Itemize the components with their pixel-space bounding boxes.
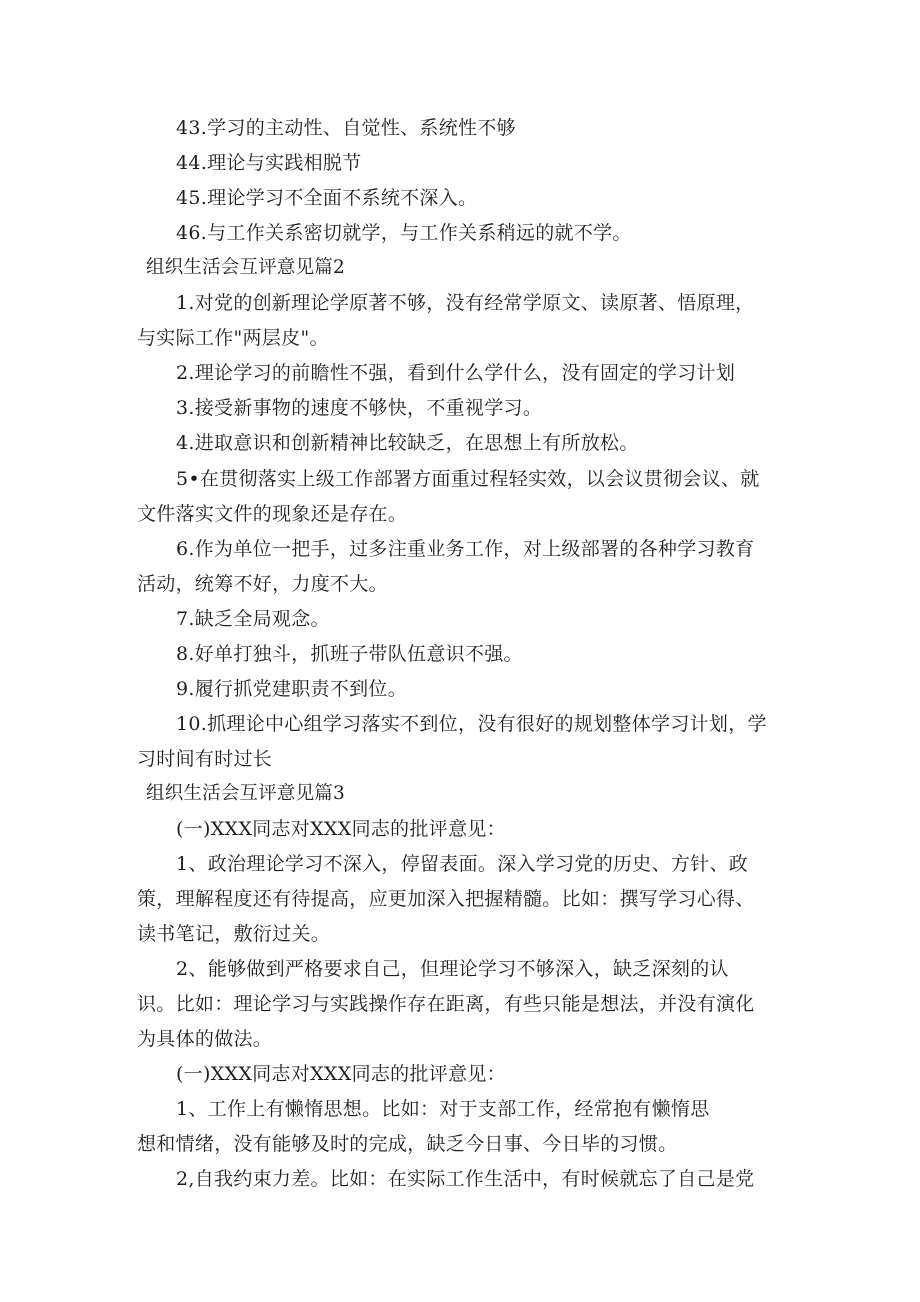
list-item-continuation: 策，理解程度还有待提高，应更加深入把握精髓。比如：撰写学习心得、 bbox=[137, 888, 755, 910]
subsection-title: (一)XXX同志对XXX同志的批评意见： bbox=[176, 1063, 506, 1085]
list-item: 8.好单打独斗，抓班子带队伍意识不强。 bbox=[176, 643, 523, 665]
list-item-continuation: 想和情绪，没有能够及时的完成，缺乏今日事、今日毕的习惯。 bbox=[137, 1133, 678, 1155]
list-item: 3.接受新事物的速度不够快，不重视学习。 bbox=[176, 397, 543, 419]
list-item-continuation: 习时间有时过长 bbox=[137, 748, 273, 770]
list-item: 9.履行抓党建职责不到位。 bbox=[176, 678, 408, 700]
list-item-continuation: 与实际工作"两层皮"。 bbox=[137, 327, 329, 349]
list-item: 1、政治理论学习不深入，停留表面。深入学习党的历史、方针、政 bbox=[176, 853, 749, 875]
list-item: 1、工作上有懒惰思想。比如：对于支部工作，经常抱有懒惰思 bbox=[176, 1098, 710, 1120]
list-item: 43.学习的主动性、自觉性、系统性不够 bbox=[176, 117, 516, 139]
list-item: 2、能够做到严格要求自己，但理论学习不够深入，缺乏深刻的认 bbox=[176, 958, 729, 980]
list-item-continuation: 读书笔记，敷衍过关。 bbox=[137, 923, 331, 945]
list-item: 1.对党的创新理论学原著不够，没有经常学原文、读原著、悟原理， bbox=[176, 292, 755, 314]
subsection-title: (一)XXX同志对XXX同志的批评意见： bbox=[176, 818, 506, 840]
list-item: 4.进取意识和创新精神比较缺乏，在思想上有所放松。 bbox=[176, 432, 639, 454]
list-item-continuation: 活动，统筹不好，力度不大。 bbox=[137, 573, 388, 595]
list-item: 10.抓理论中心组学习落实不到位，没有很好的规划整体学习计划，学 bbox=[176, 713, 767, 735]
list-item-continuation: 识。比如：理论学习与实践操作存在距离，有些只能是想法，并没有演化 bbox=[137, 993, 755, 1015]
list-item: 45.理论学习不全面不系统不深入。 bbox=[176, 187, 478, 209]
list-item: 6.作为单位一把手，过多注重业务工作，对上级部署的各种学习教育 bbox=[176, 538, 755, 560]
list-item: 2,自我约束力差。比如：在实际工作生活中，有时候就忘了自己是党 bbox=[176, 1168, 755, 1190]
list-item-continuation: 为具体的做法。 bbox=[137, 1028, 273, 1050]
list-item: 46.与工作关系密切就学，与工作关系稍远的就不学。 bbox=[176, 222, 632, 244]
list-item: 2.理论学习的前瞻性不强，看到什么学什么，没有固定的学习计划 bbox=[176, 362, 736, 384]
list-item: 7.缺乏全局观念。 bbox=[176, 608, 330, 630]
list-item-continuation: 文件落实文件的现象还是存在。 bbox=[137, 503, 408, 525]
list-item: 5•在贯彻落实上级工作部署方面重过程轻实效，以会议贯彻会议、就 bbox=[176, 468, 760, 490]
section-heading: 组织生活会互评意见篇2 bbox=[146, 257, 345, 278]
list-item: 44.理论与实践相脱节 bbox=[176, 152, 362, 174]
section-heading: 组织生活会互评意见篇3 bbox=[146, 783, 345, 804]
